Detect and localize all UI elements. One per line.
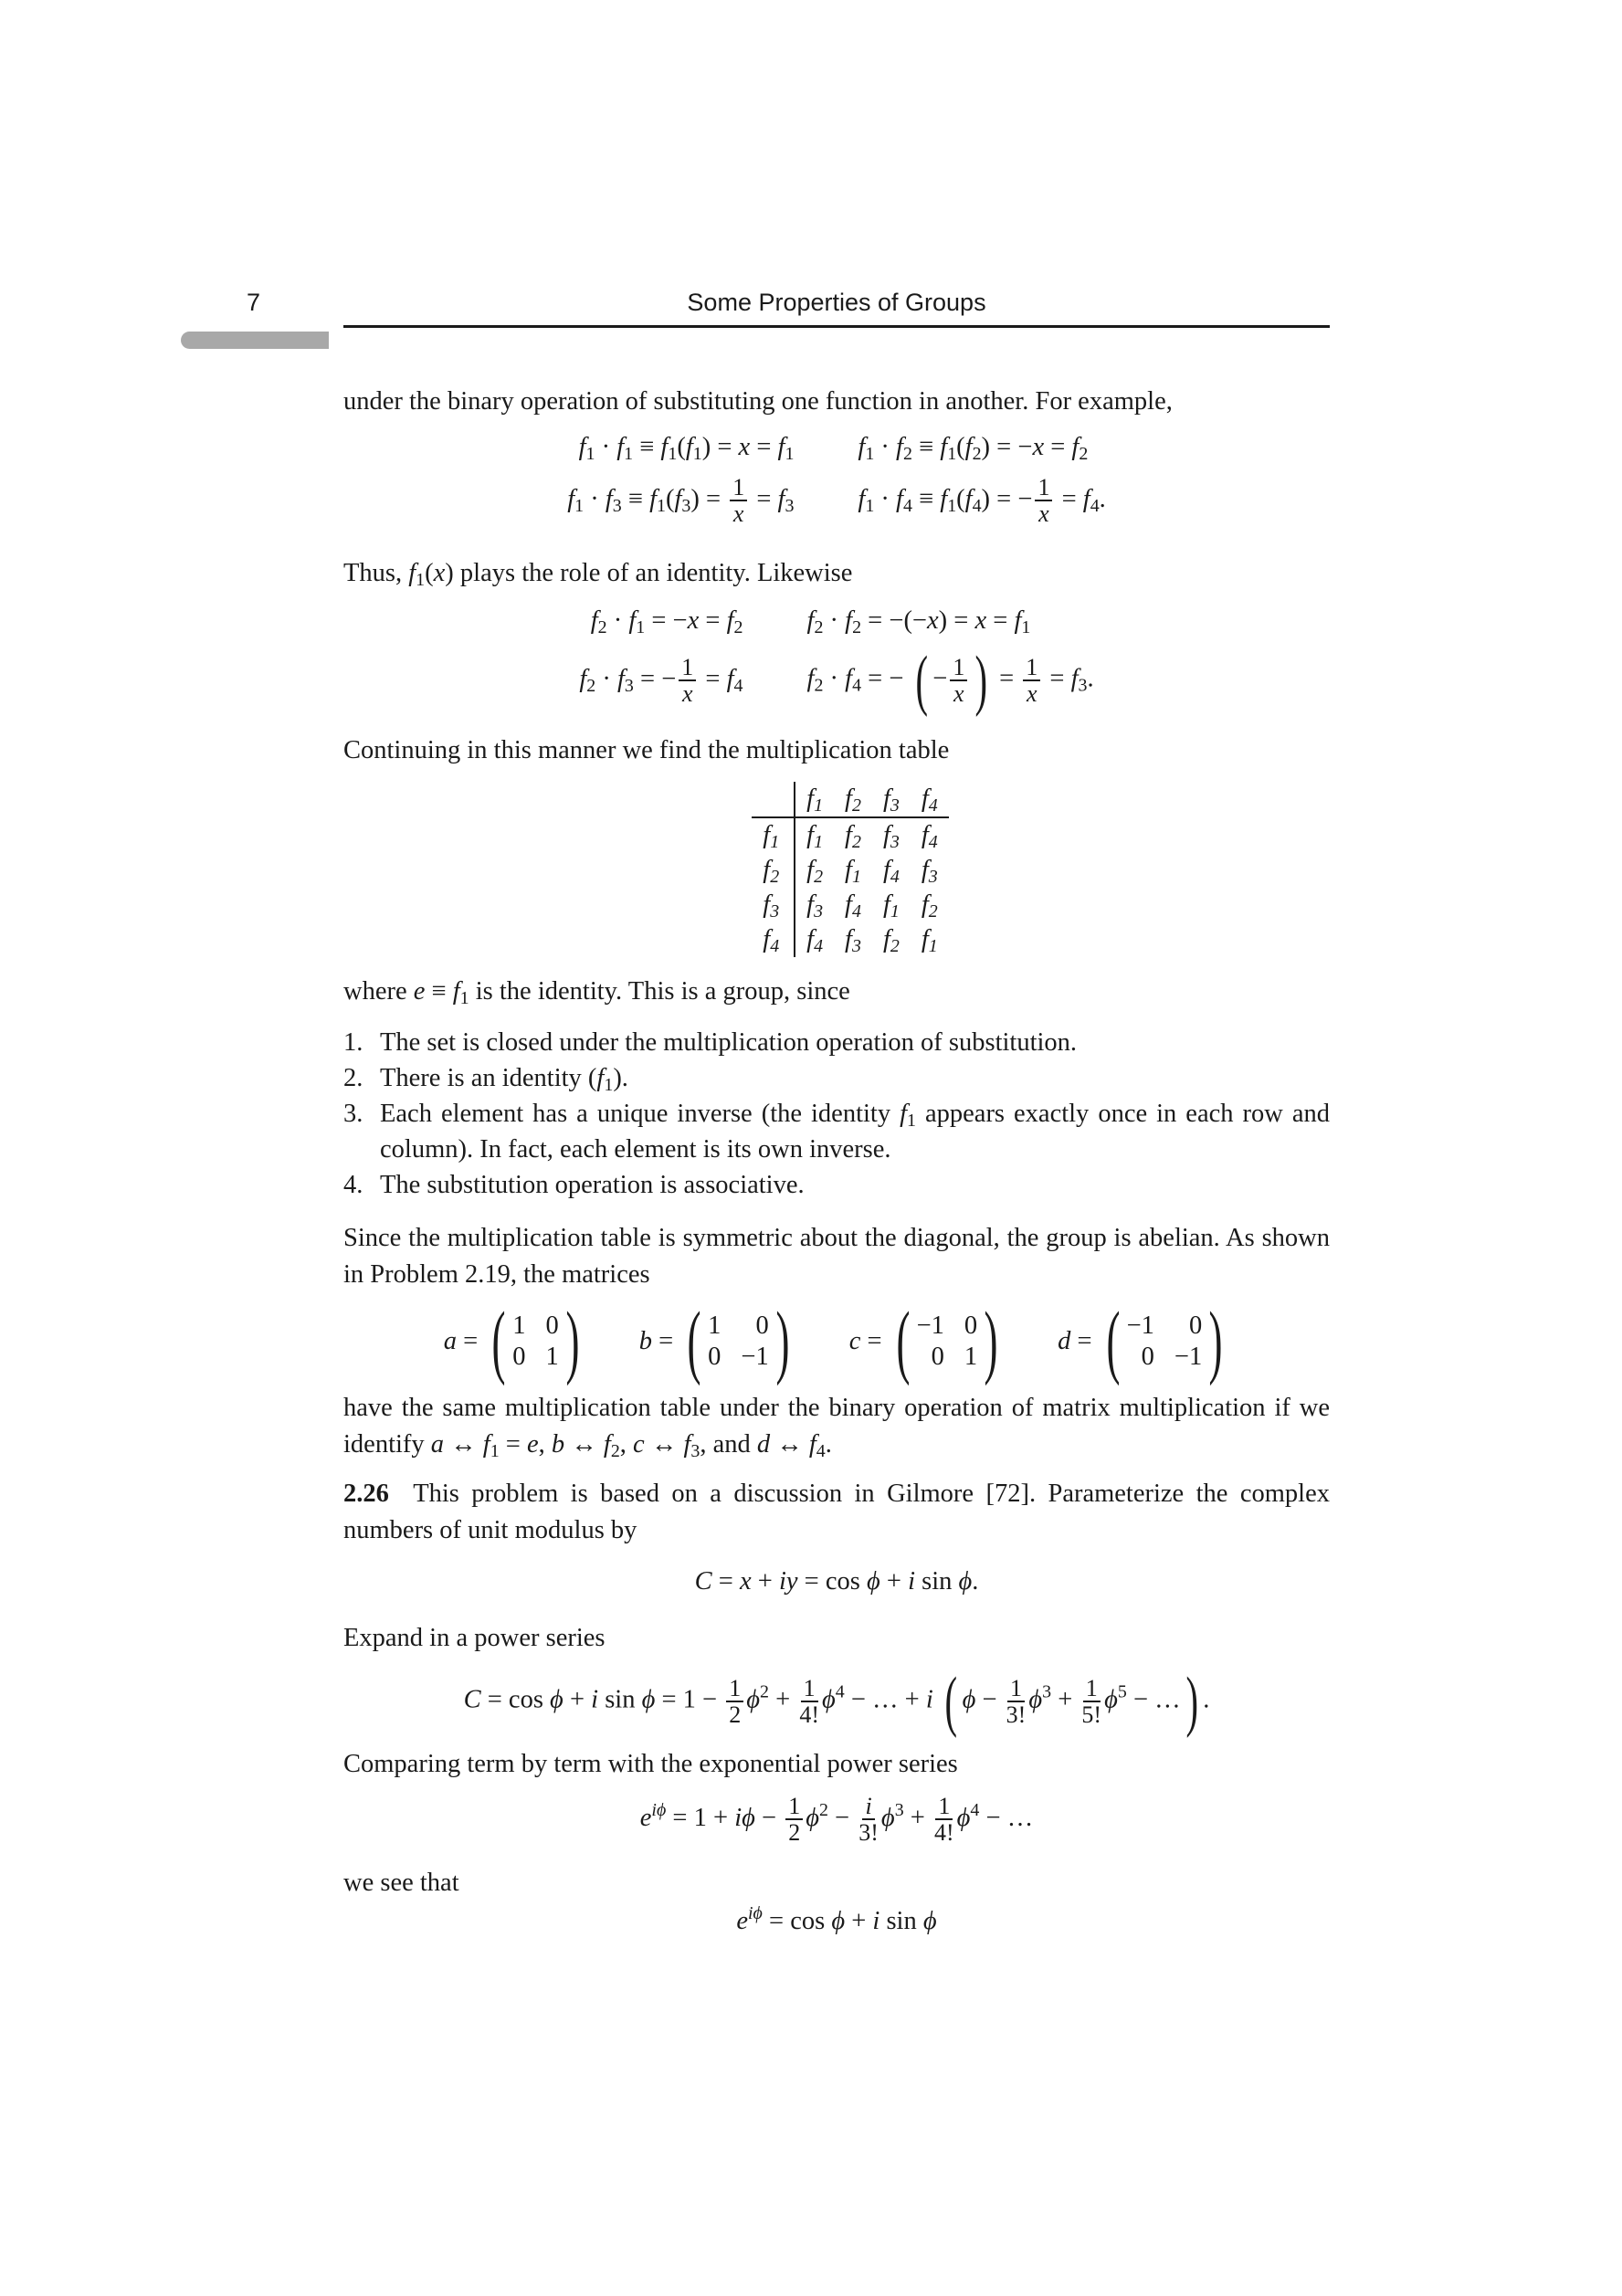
running-title: Some Properties of Groups [687, 289, 986, 316]
equation: $f_1 \cdot f_2 \equiv f_1(f_2) = -x = f_2$ [858, 433, 1089, 464]
paragraph: we see that [343, 1869, 459, 1897]
paragraph: Thus, $f_1(x)$ plays the role of an identity. Likewise [343, 559, 853, 590]
equation: $f_2 \cdot f_3$ = − $\frac{1}{x}$ = $f_4$ [579, 653, 743, 707]
equation-block [343, 433, 1330, 527]
thumb-tab [181, 332, 329, 349]
paragraph: where $e \equiv f_1$ is the identity. This is a group, since [343, 977, 850, 1008]
multiplication-table-wrap [343, 782, 1330, 957]
table-header-cell: $f_2$ [834, 782, 872, 817]
matrix-a: a = ( 1 0 0 1 ) [443, 1296, 580, 1386]
list-item: 4. The substitution operation is associative. [343, 1171, 805, 1199]
matrix-b: b = ( 1 0 0 −1 ) [638, 1296, 790, 1386]
paragraph: Expand in a power series [343, 1624, 606, 1652]
matrix-c: c = ( −1 0 0 1 ) [848, 1296, 998, 1386]
equation: $e^{i\phi} = \cos \phi + i$ sin ϕ [736, 1903, 937, 1935]
table-header-cell: $f_4$ [911, 782, 949, 817]
problem-number: 2.26 [343, 1480, 389, 1508]
list-item: 3. Each element has a unique inverse (the identity $f_1$ appears exactly once in each row and column). In fact, each element is its own inverse. [343, 1100, 1330, 1164]
paragraph: Since the multiplication table is symmetric about the diagonal, the group is abelian. As shown in Problem 2.19, the matrices [343, 1224, 1330, 1289]
paragraph: under the binary operation of substituting one function in another. For example, [343, 387, 1173, 416]
table-row: $f_4$ $f_4$ $f_3$ $f_2$ $f_1$ [752, 922, 948, 957]
page-number: 7 [247, 289, 261, 316]
equation: $f_1 \cdot f_4 \equiv f_1(f_4)$ = − $\frac{1}{x}$ = $f_4$. [858, 474, 1106, 528]
problem-paragraph: 2.26 This problem is based on a discussion in Gilmore [72]. Parameterize the complex numbers of unit modulus by [343, 1480, 1330, 1544]
equation: $f_2 \cdot f_1 = -x = f_2$ [590, 606, 743, 637]
equation: $e^{i\phi} = 1 + i\phi$ − $\frac{1}{2}$ $\phi^2$ − $\frac{i}{3!}$ $\phi^3$ + $\frac{1}{4!}$ $\phi^4$ − … [639, 1793, 1034, 1847]
header-rule [343, 325, 1330, 328]
matrices-row [343, 1296, 1330, 1386]
paragraph: have the same multiplication table under the binary operation of matrix multiplication if we identify a ↔ $f_1 = e$, b ↔ $f_2$, c ↔ $f_3$, and d ↔ $f_4$. [343, 1394, 1330, 1461]
equation: $f_1 \cdot f_3 \equiv f_1(f_3)$ = $\frac{1}{x}$ = $f_3$ [567, 474, 795, 528]
equation-block [343, 606, 1330, 718]
group-axioms-list [343, 1025, 1330, 1203]
equation: C = x + iy = cos ϕ + i sin ϕ. [694, 1567, 979, 1596]
equation: $f_2 \cdot f_2 = -(-x) = x = f_1$ [806, 606, 1031, 637]
table-corner [752, 782, 795, 817]
paragraph: Comparing term by term with the exponential power series [343, 1750, 958, 1778]
table-header-cell: $f_1$ [795, 782, 834, 817]
equation: $f_1 \cdot f_1 \equiv f_1(f_1) = x = f_1$ [578, 433, 795, 464]
list-item: 1. The set is closed under the multiplication operation of substitution. [343, 1028, 1078, 1057]
equation: C = cos ϕ + i sin ϕ = 1 − $\frac{1}{2}$ $\phi^2$ + $\frac{1}{4!}$ $\phi^4$ − … + i ( ϕ − $\frac{1}{3!}$ $\phi^3$ + $\frac{1}{5!}$ $\phi^5$ − …) . [463, 1664, 1210, 1739]
table-header-cell: $f_3$ [872, 782, 911, 817]
multiplication-table [752, 782, 948, 957]
table-row: $f_3$ $f_3$ $f_4$ $f_1$ $f_2$ [752, 888, 948, 922]
matrix-d: d = ( −1 0 0 −1 ) [1058, 1296, 1223, 1386]
paragraph: Continuing in this manner we find the multiplication table [343, 736, 950, 764]
table-row: $f_1$ $f_1$ $f_2$ $f_3$ $f_4$ [752, 817, 948, 853]
table-row: $f_2$ $f_2$ $f_1$ $f_4$ $f_3$ [752, 853, 948, 888]
list-item: 2. There is an identity $(f_1)$. [343, 1064, 628, 1095]
equation: $f_2 \cdot f_4$ = − ( − $\frac{1}{x}$ ) = $\frac{1}{x}$ = $f_3$. [806, 643, 1094, 718]
